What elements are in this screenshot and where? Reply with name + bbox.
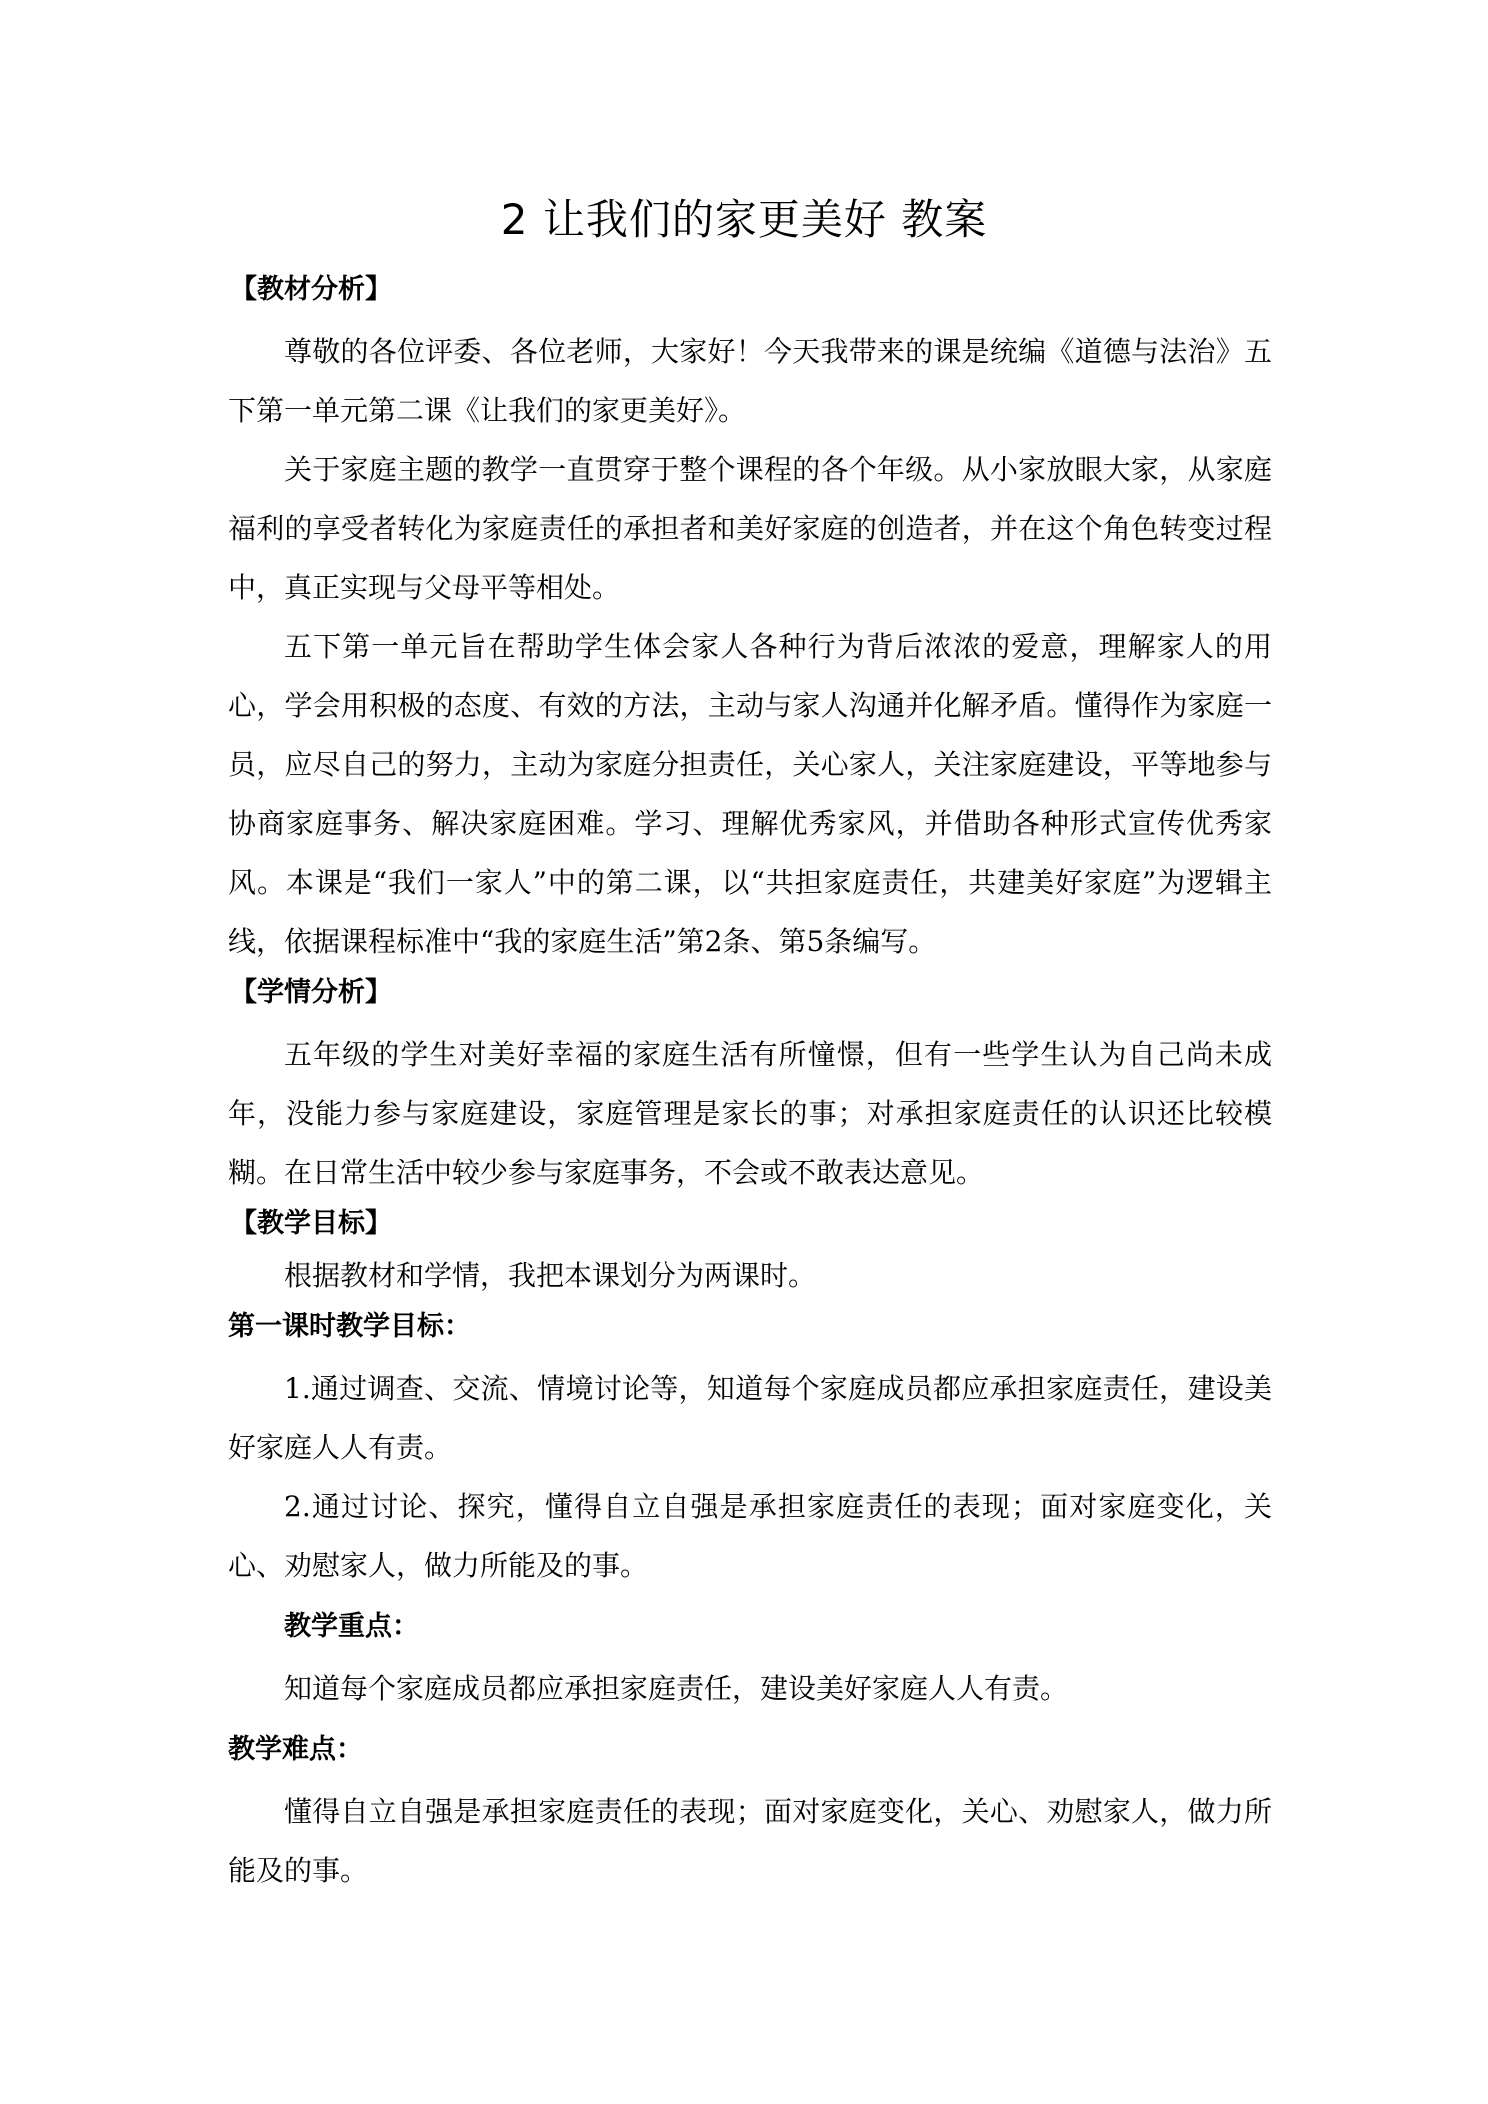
paragraph: 五年级的学生对美好幸福的家庭生活有所憧憬，但有一些学生认为自己尚未成年，没能力参与家庭建设，家庭管理是家长的事；对承担家庭责任的认识还比较模糊。在日常生活中较少参与家庭事务，不会或不敢表达意见。 xyxy=(228,1038,1272,1189)
paragraph: 1.通过调查、交流、情境讨论等，知道每个家庭成员都应承担家庭责任，建设美好家庭人人有责。 xyxy=(228,1372,1272,1464)
section-teaching-goals xyxy=(228,1202,1272,1305)
paragraph: 关于家庭主题的教学一直贯穿于整个课程的各个年级。从小家放眼大家，从家庭福利的享受者转化为家庭责任的承担者和美好家庭的创造者，并在这个角色转变过程中，真正实现与父母平等相处。 xyxy=(228,453,1272,604)
section-heading: 第一课时教学目标： xyxy=(228,1311,471,1342)
paragraph: 根据教材和学情，我把本课划分为两课时。 xyxy=(284,1259,817,1292)
section-heading: 【教材分析】 xyxy=(230,274,392,305)
section-key-point xyxy=(228,1595,1272,1718)
section-heading: 【学情分析】 xyxy=(230,977,392,1008)
document-body xyxy=(228,268,1272,1900)
section-difficulty xyxy=(228,1718,1272,1900)
paragraph: 五下第一单元旨在帮助学生体会家人各种行为背后浓浓的爱意，理解家人的用心，学会用积极的态度、有效的方法，主动与家人沟通并化解矛盾。懂得作为家庭一员，应尽自己的努力，主动为家庭分担责任，关心家人，关注家庭建设，平等地参与协商家庭事务、解决家庭困难。学习、理解优秀家风，并借助各种形式宣传优秀家风。本课是“我们一家人”中的第二课，以“共担家庭责任，共建美好家庭”为逻辑主线，依据课程标准中“我的家庭生活”第2条、第5条编写。 xyxy=(228,630,1272,958)
paragraph: 知道每个家庭成员都应承担家庭责任，建设美好家庭人人有责。 xyxy=(284,1672,1069,1705)
page-title: 2 让我们的家更美好 教案 xyxy=(500,195,988,244)
section-materials-analysis xyxy=(228,268,1272,971)
paragraph: 尊敬的各位评委、各位老师，大家好！今天我带来的课是统编《道德与法治》五下第一单元第二课《让我们的家更美好》。 xyxy=(228,335,1272,427)
paragraph: 懂得自立自强是承担家庭责任的表现；面对家庭变化，关心、劝慰家人，做力所能及的事。 xyxy=(228,1795,1272,1887)
section-heading: 教学难点： xyxy=(228,1734,363,1765)
section-student-analysis xyxy=(228,971,1272,1202)
section-heading: 教学重点： xyxy=(284,1611,419,1642)
paragraph: 2.通过讨论、探究，懂得自立自强是承担家庭责任的表现；面对家庭变化，关心、劝慰家人，做力所能及的事。 xyxy=(228,1490,1272,1582)
section-first-lesson-goals xyxy=(228,1305,1272,1595)
section-heading: 【教学目标】 xyxy=(230,1208,392,1239)
